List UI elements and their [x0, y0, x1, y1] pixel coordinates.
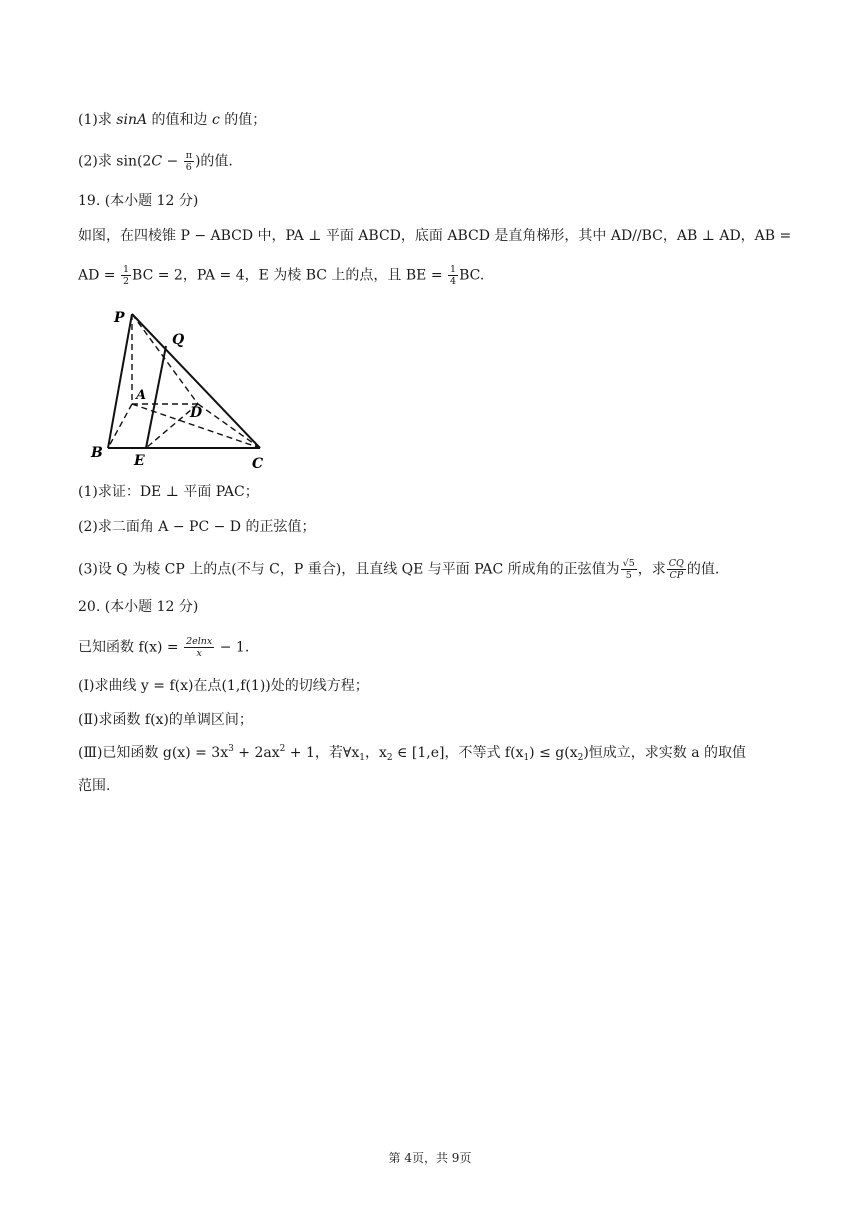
label-C: C [252, 456, 264, 472]
fraction-sqrt5-over-5: $\frac{√5}{5}$ [622, 558, 635, 581]
q19-stem-line1: 如图，在四棱锥 P − ABCD 中，PA ⊥ 平面 ABCD，底面 ABCD 是直角梯形，其中 AD//BC，AB ⊥ AD，AB = [78, 228, 792, 244]
q20-stem: 已知函数 f(x) = $\frac{2elnx}{x}$ − 1. [78, 636, 250, 659]
edge-DC [198, 404, 260, 448]
q20-header: 20. (本小题 12 分) [78, 599, 199, 615]
q20-part1: (Ⅰ)求曲线 y = f(x)在点(1,f(1))处的切线方程； [78, 678, 369, 694]
fraction-pi-over-6: $\frac{\pi}{6}$ [185, 150, 192, 173]
q19-part2: (2)求二面角 A − PC − D 的正弦值； [78, 519, 316, 535]
page-footer: 第 4页，共 9页 [388, 1151, 472, 1165]
fraction-2elnx-over-x: $\frac{2elnx}{x}$ [186, 636, 213, 659]
label-Q: Q [172, 332, 185, 348]
q20-part3: (Ⅲ)已知函数 $g(x) = 3x^3 + 2ax^2 + 1$，若$\forall x_1$，$x_2$ ∈ [1,e]，不等式 $f(x_1) \le g(x_2)$恒成立，求实数 a 的取值 [78, 744, 747, 763]
label-E: E [134, 453, 145, 469]
label-A: A [136, 388, 147, 403]
edge-PC [132, 314, 260, 448]
q19-stem-line2: AD = $\frac{1}{2}$ BC = 2，PA = 4，E 为棱 BC 上的点，且 BE = $\frac{1}{4}$ BC. [78, 264, 485, 287]
q18-part2: (2)求 sin(2C − $\frac{\pi}{6}$ )的值. [78, 150, 233, 173]
label-B: B [91, 445, 103, 461]
pyramid-figure [84, 306, 274, 474]
fraction-CQ-over-CP: $\frac{CQ}{CP}$ [668, 558, 684, 581]
q19-part3: (3)设 Q 为棱 CP 上的点(不与 C，P 重合)，且直线 QE 与平面 PAC 所成角的正弦值为 $\frac{√5}{5}$ ，求 $\frac{CQ}{CP}$ 的值. [78, 558, 720, 581]
fraction-one-half: $\frac{1}{2}$ [122, 264, 130, 287]
edge-PB [108, 314, 132, 448]
q19-part1: (1)求证：DE ⊥ 平面 PAC； [78, 484, 259, 500]
fraction-one-quarter: $\frac{1}{4}$ [450, 264, 457, 287]
q20-part3-line2: 范围. [78, 778, 111, 794]
q19-header: 19. (本小题 12 分) [78, 193, 199, 209]
label-P: P [114, 310, 125, 326]
q20-part2: (Ⅱ)求函数 f(x)的单调区间； [78, 712, 253, 728]
label-D: D [190, 405, 203, 421]
q18-part1: (1)求 sinA 的值和边 c 的值； [78, 112, 267, 128]
